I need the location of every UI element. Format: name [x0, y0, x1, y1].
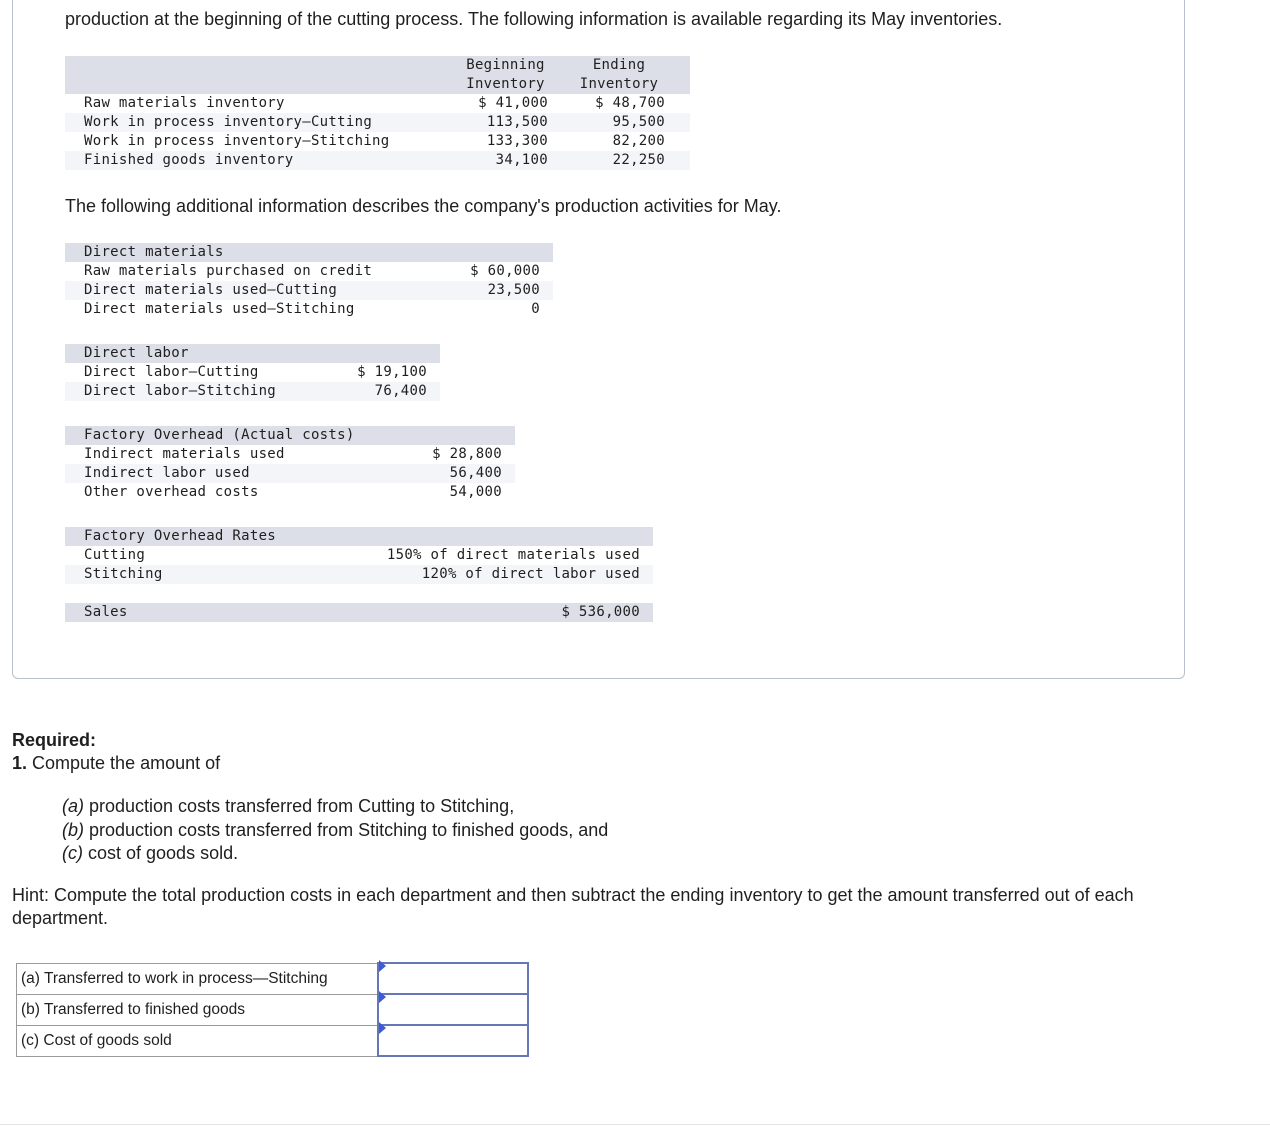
section-heading-row: [65, 426, 515, 445]
required-title: Required:: [12, 730, 97, 750]
header-beginning-1: Beginning: [463, 56, 548, 75]
inventory-ending: 95,500: [548, 113, 690, 132]
inventory-ending: 22,250: [548, 151, 690, 170]
table-row: [65, 132, 690, 151]
required-item-number: 1.: [12, 753, 28, 773]
table-row: [65, 300, 553, 319]
answer-label: (c) Cost of goods sold: [17, 1025, 379, 1056]
header-beginning-2: Inventory: [463, 75, 548, 94]
table-row: [65, 546, 653, 565]
dl-value: $ 19,100: [357, 364, 427, 380]
table-row: [65, 363, 440, 382]
fo-value: 54,000: [449, 484, 502, 500]
rates-heading: Factory Overhead Rates: [65, 527, 368, 546]
answer-table: [16, 962, 529, 1057]
rate-value: 150% of direct materials used: [386, 547, 640, 563]
dm-label: Direct materials used—Cutting: [65, 281, 449, 300]
answer-label: (b) Transferred to finished goods: [17, 994, 379, 1025]
table-row: [65, 464, 515, 483]
inventory-label: Raw materials inventory: [84, 95, 285, 111]
fo-value: 56,400: [410, 464, 515, 483]
section-heading-row: [65, 527, 653, 546]
inventory-label: Finished goods inventory: [65, 151, 463, 170]
fo-label: Indirect materials used: [84, 446, 285, 462]
sales-value: $ 536,000: [366, 603, 653, 622]
header-ending-2: Inventory: [548, 75, 690, 94]
inventory-label: Work in process inventory—Cutting: [65, 113, 463, 132]
inventory-ending: $ 48,700: [595, 95, 665, 111]
inventory-beginning: 133,300: [486, 133, 548, 149]
required-parts: [62, 795, 608, 866]
part-letter: (b): [62, 819, 84, 840]
inventory-beginning: $ 41,000: [478, 95, 548, 111]
part-text: production costs transferred from Cutting to Stitching,: [84, 796, 515, 816]
answer-row: [17, 963, 529, 994]
sales-row: [65, 603, 653, 622]
part-letter: (a): [62, 796, 84, 816]
inventory-beginning: 113,500: [463, 113, 548, 132]
direct-labor-heading: Direct labor: [65, 344, 339, 363]
intro-text: production at the beginning of the cutting process. The following information is available regarding its May inventories.: [65, 9, 1003, 29]
rate-value: 120% of direct labor used: [368, 565, 653, 584]
answer-row: [17, 1025, 529, 1056]
part-letter: (c): [62, 843, 83, 863]
table-row: [65, 483, 515, 502]
fo-label: Other overhead costs: [84, 484, 259, 500]
table-row: [65, 281, 553, 300]
table-row: [65, 565, 653, 584]
section-heading-row: [65, 243, 553, 262]
dl-value: 76,400: [339, 382, 440, 401]
table-row: [65, 382, 440, 401]
overhead-heading: Factory Overhead (Actual costs): [65, 426, 410, 445]
answer-input-b[interactable]: [379, 995, 531, 1024]
overhead-rates-table: [65, 527, 653, 584]
answer-cell[interactable]: [378, 963, 528, 994]
required-item-1: [12, 752, 220, 774]
inventories-header-row-2: [65, 75, 690, 94]
additional-info-text: The following additional information describes the company's production activities for May.: [65, 196, 782, 216]
dm-value: 0: [531, 301, 540, 317]
section-heading-row: [65, 344, 440, 363]
inventories-table: [65, 56, 690, 170]
table-row: [65, 113, 690, 132]
rate-label: Stitching: [65, 565, 368, 584]
table-row: [65, 262, 553, 281]
required-part-b: [62, 819, 608, 843]
dm-value: $ 60,000: [470, 263, 540, 279]
table-row: [65, 94, 690, 113]
direct-labor-table: [65, 344, 440, 401]
answer-input-a[interactable]: [379, 964, 531, 993]
part-text: cost of goods sold.: [83, 843, 239, 863]
dm-label: Direct materials used—Stitching: [84, 301, 355, 317]
required-item-text: Compute the amount of: [27, 753, 221, 773]
sales-label: Sales: [65, 603, 366, 622]
direct-materials-heading: Direct materials: [65, 243, 449, 262]
inventory-beginning: 34,100: [463, 151, 548, 170]
answer-row: [17, 994, 529, 1025]
answer-label: (a) Transferred to work in process—Stitching: [17, 963, 379, 994]
inventory-ending: 82,200: [612, 133, 665, 149]
inventory-label: Work in process inventory—Stitching: [84, 133, 390, 149]
factory-overhead-table: [65, 426, 515, 502]
page-divider: [0, 1124, 1270, 1125]
fo-value: $ 28,800: [432, 446, 502, 462]
header-ending-1: Ending: [548, 56, 690, 75]
dl-label: Direct labor—Cutting: [84, 364, 259, 380]
table-row: [65, 151, 690, 170]
required-part-a: [62, 795, 608, 819]
hint-text: Hint: Compute the total production costs in each department and then subtract the ending inventory to get the amount transferred out of each department.: [12, 885, 1134, 928]
dm-label: Raw materials purchased on credit: [84, 263, 373, 279]
answer-cell[interactable]: [378, 994, 528, 1025]
dm-value: 23,500: [449, 281, 553, 300]
direct-materials-table: [65, 243, 553, 319]
table-row: [65, 445, 515, 464]
part-text: production costs transferred from Stitching to finished goods, and: [84, 819, 609, 840]
answer-cell[interactable]: [378, 1025, 528, 1056]
required-part-c: [62, 842, 608, 866]
inventories-header-row: [65, 56, 690, 75]
answer-input-c[interactable]: [379, 1026, 531, 1055]
rate-label: Cutting: [84, 547, 146, 563]
fo-label: Indirect labor used: [65, 464, 410, 483]
dl-label: Direct labor—Stitching: [65, 382, 339, 401]
sales-table: [65, 603, 653, 622]
